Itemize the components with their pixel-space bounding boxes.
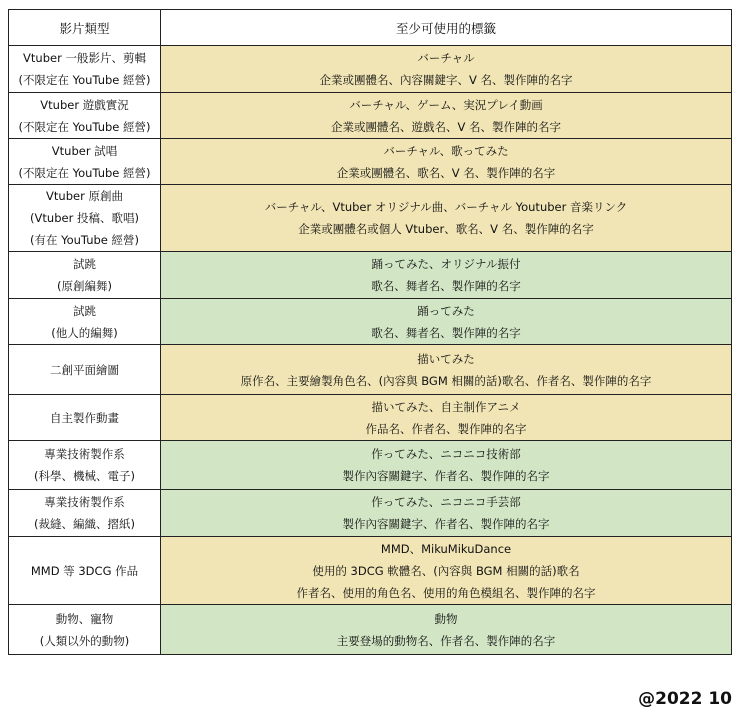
video-type-line: 專業技術製作系 (44, 495, 125, 509)
tag-line: 使用的 3DCG 軟體名、(內容與 BGM 相關的話)歌名 (312, 563, 580, 578)
table-row (9, 537, 732, 605)
video-type-line: Vtuber 遊戲實況 (40, 97, 129, 112)
tag-line: 企業或團體名、歌名、V 名、製作陣的名字 (336, 165, 556, 180)
video-type-cell (9, 490, 161, 537)
video-type-line: Vtuber 原創曲 (46, 189, 123, 203)
column-header-video-type: 影片類型 (9, 10, 161, 46)
table-row (9, 441, 732, 490)
tag-line: 踊ってみた、オリジナル振付 (371, 257, 521, 271)
tag-line: 企業或團體名或個人 Vtuber、歌名、V 名、製作陣的名字 (298, 222, 594, 236)
video-type-cell (9, 537, 161, 605)
tags-cell (161, 441, 732, 490)
tag-line: 作者名、使用的角色名、使用的角色模組名、製作陣的名字 (296, 585, 596, 600)
video-tag-table (8, 9, 732, 655)
table-row (9, 490, 732, 537)
video-type-cell (9, 252, 161, 299)
video-type-line: 動物、寵物 (55, 611, 114, 626)
tags-cell (161, 185, 732, 252)
video-type-cell (9, 46, 161, 93)
tags-cell (161, 490, 732, 537)
video-type-line: (不限定在 YouTube 經營) (18, 73, 151, 87)
video-type-line: (裁縫、編織、摺紙) (34, 517, 135, 531)
tag-line: バーチャル、ゲーム、実況プレイ動画 (349, 97, 543, 112)
video-type-cell (9, 93, 161, 139)
table-row (9, 345, 732, 395)
video-type-line: 自主製作動畫 (50, 410, 119, 425)
table-row (9, 395, 732, 441)
tag-line: 動物 (434, 611, 458, 626)
tags-cell (161, 605, 732, 655)
video-type-cell (9, 441, 161, 490)
tag-line: 原作名、主要繪製角色名、(內容與 BGM 相關的話)歌名、作者名、製作陣的名字 (240, 373, 652, 388)
tags-cell (161, 93, 732, 139)
table-header-row (9, 10, 732, 46)
tags-cell (161, 46, 732, 93)
video-type-line: 試跳 (73, 257, 96, 271)
video-type-line: (科學、機械、電子) (34, 469, 135, 483)
table-row (9, 185, 732, 252)
tags-cell (161, 299, 732, 345)
tags-cell (161, 139, 732, 185)
video-type-cell (9, 605, 161, 655)
tag-line: 主要登場的動物名、作者名、製作陣的名字 (336, 633, 556, 648)
video-type-line: 二創平面繪圖 (50, 362, 119, 377)
tag-line: 踊ってみた (417, 303, 475, 318)
video-type-cell (9, 139, 161, 185)
video-type-line: MMD 等 3DCG 作品 (30, 563, 139, 578)
tag-line: 歌名、舞者名、製作陣的名字 (371, 325, 521, 340)
column-header-min-tags: 至少可使用的標籤 (161, 10, 732, 46)
table-body (9, 46, 732, 655)
table-row (9, 46, 732, 93)
tags-cell (161, 345, 732, 395)
tags-cell (161, 395, 732, 441)
tag-line: バーチャル (417, 51, 475, 65)
tag-line: 歌名、舞者名、製作陣的名字 (371, 279, 521, 293)
video-type-line: (原創編舞) (57, 279, 112, 293)
video-type-cell (9, 299, 161, 345)
video-type-cell (9, 345, 161, 395)
tags-cell (161, 252, 732, 299)
table-row (9, 299, 732, 345)
tag-line: 製作內容關鍵字、作者名、製作陣的名字 (342, 517, 550, 531)
video-type-line: (人類以外的動物) (39, 633, 130, 648)
tag-line: 作品名、作者名、製作陣的名字 (365, 421, 527, 436)
tag-line: 作ってみた、ニコニコ技術部 (371, 447, 521, 461)
video-type-line: 試跳 (73, 303, 96, 318)
video-type-cell (9, 395, 161, 441)
tags-cell (161, 537, 732, 605)
video-type-line: (有在 YouTube 經營) (29, 233, 140, 247)
video-type-line: (不限定在 YouTube 經營) (18, 165, 151, 180)
tag-line: MMD、MikuMikuDance (380, 541, 512, 556)
tag-line: バーチャル、Vtuber オリジナル曲、バーチャル Youtuber 音楽リンク (264, 200, 628, 214)
footer-date: @2022 10 (638, 689, 732, 709)
video-type-line: (不限定在 YouTube 經營) (18, 119, 151, 134)
video-type-line: 專業技術製作系 (44, 447, 125, 461)
video-type-line: Vtuber 試唱 (51, 143, 118, 158)
table-row (9, 93, 732, 139)
tag-line: 作ってみた、ニコニコ手芸部 (371, 495, 521, 509)
tag-line: 企業或團體名、遊戲名、V 名、製作陣的名字 (330, 119, 562, 134)
tag-line: 製作內容關鍵字、作者名、製作陣的名字 (342, 469, 550, 483)
video-type-cell (9, 185, 161, 252)
video-type-line: (Vtuber 投稿、歌唱) (30, 211, 139, 225)
video-type-line: (他人的編舞) (51, 325, 118, 340)
tag-line: 描いてみた (417, 351, 475, 366)
tag-line: 企業或團體名、內容關鍵字、V 名、製作陣的名字 (319, 73, 573, 87)
table-row (9, 252, 732, 299)
tag-line: 描いてみた、自主制作アニメ (371, 399, 521, 414)
tag-line: バーチャル、歌ってみた (383, 143, 509, 158)
table-row (9, 605, 732, 655)
video-type-line: Vtuber 一般影片、剪輯 (23, 51, 146, 65)
table-row (9, 139, 732, 185)
